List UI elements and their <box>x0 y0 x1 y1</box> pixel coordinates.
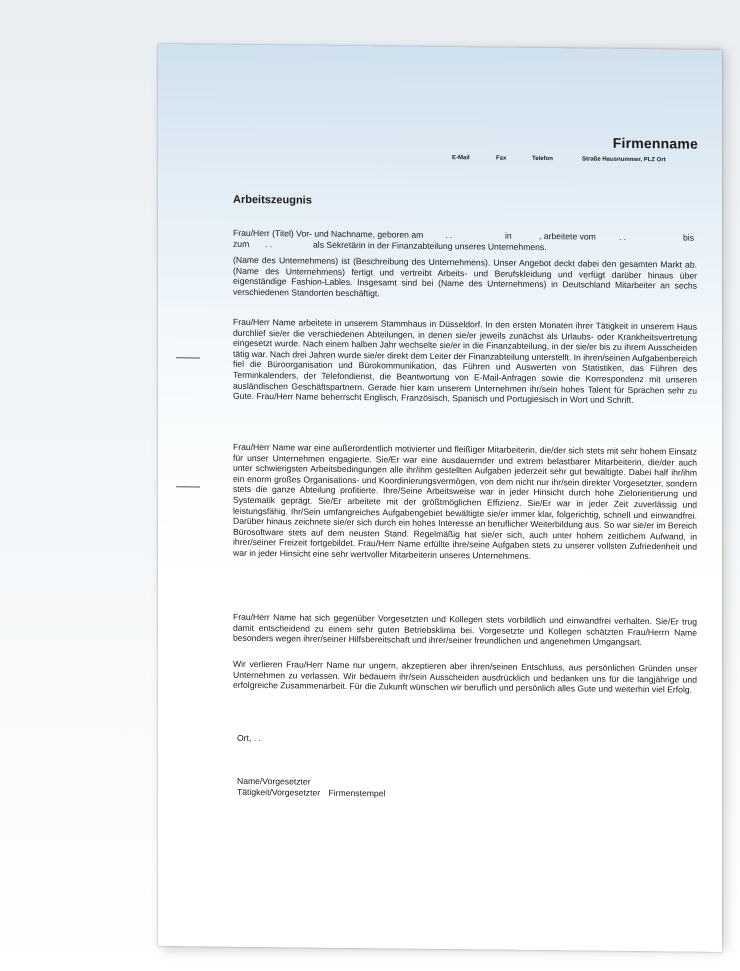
address: Straße Hausnummer, PLZ Ort <box>582 156 666 164</box>
company-name: Firmenname <box>612 134 698 152</box>
intro-text: Frau/Herr (Titel) Vor- und Nachname, geboren am <box>233 227 424 240</box>
punch-mark <box>176 486 200 487</box>
signature-role-row <box>237 786 391 798</box>
intro-paragraph <box>233 228 697 254</box>
conduct-paragraph: Frau/Herr Name hat sich gegenüber Vorgesetzten und Kollegen stets vorbildlich und einwandfrei verhalten. Sie/Er trug damit entscheidend zu einem sehr guten Betriebsklima bei. Vorgesetzte und Kollegen schätzten Frau/Herrn Name besonders wegen ihrer/seiner Hilfsbereitschaft und ihrer/seiner freundlichen und angenehmen Umgangsart. <box>233 611 697 648</box>
intro-text: als Sekretärin in der Finanzabteilung unseres Unternehmens. <box>313 239 547 252</box>
signature-block <box>237 776 391 799</box>
intro-text: zum <box>233 238 250 249</box>
duties-paragraph: Frau/Herr Name arbeitete in unserem Stammhaus in Düsseldorf. In den ersten Monaten ihrer Tätigkeit in unserem Haus durchlief sie/er die verschiedenen Abteilungen, in denen sie/er jeweils zunächst als Urlaubs- oder Krankheitsvertretung eingesetzt wurde. Nach einem halben Jahr wechselte sie/er in die Finanzabteilung, in der sie/er bis zu ihrem Ausscheiden tätig war. Nach drei Jahren wurde sie/er direkt dem Leiter der Finanzabteilung unterstellt. In ihren/seinen Aufgabenbereich fiel die Büroorganisation und Bürokommunikation, das Führen und Auswerten von Statistiken, das Führen des Terminkalenders, der Telefondienst, die Beantwortung von E-Mail-Anfragen sowie die Korrespondenz mit unseren ausländischen Geschäftspartnern. Gerade hier kam unserem Unternehmen ihr/sein hohes Talent für Sprachen sehr zu Gute. Frau/Herr Name beherrscht Englisch, Französisch, Spanisch und Portugiesisch in Wort und Schrift. <box>233 316 697 406</box>
date-placeholder: . . <box>619 231 627 242</box>
intro-text: in <box>505 230 512 241</box>
place-date: Ort, . . <box>237 732 261 744</box>
document-page <box>158 44 722 952</box>
phone-label: Telefon <box>532 155 553 163</box>
company-paragraph: (Name des Unternehmens) ist (Beschreibung des Unternehmens). Unser Angebot deckt dabei den gesamten Markt ab. (Name des Unternehmens) fertigt und vertreibt Arbeits- und Berufskleidung und verfügt darüber hinaus über eigenständige Fashion-Lables. Insgesamt sind bei (Name des Unternehmens) in Deutschland Mitarbeiter an sechs verschiedenen Standorten beschäftigt. <box>233 254 697 299</box>
closing-paragraph: Wir verlieren Frau/Herr Name nur ungern, akzeptieren aber ihren/seinen Entschluss, aus persönlichen Gründen unser Unternehmen zu verlassen. Wir bedauern ihr/sein Ausscheiden ausdrücklich und bedanken uns für die langjährige und erfolgreiche Zusammenarbeit. Für die Zukunft wünschen wir beruflich und persönlich alles Gute und weiterhin viel Erfolg. <box>233 658 697 695</box>
company-stamp-label: Firmenstempel <box>328 787 386 798</box>
intro-text: bis <box>683 232 694 243</box>
date-placeholder: . . <box>445 230 453 241</box>
fold-mark <box>176 357 200 358</box>
document-title: Arbeitszeugnis <box>233 193 312 207</box>
signature-name: Name/Vorgesetzter <box>237 775 311 787</box>
email-label: E-Mail <box>452 155 470 162</box>
performance-paragraph: Frau/Herr Name war eine außerordentlich motivierter und fleißiger Mitarbeiterin, die/der sich stets mit sehr hohem Einsatz für unser Unternehmen engagierte. Sie/Er war eine ausdauernder und extrem belastbarer Mitarbeiterin, die/der auch unter schwierigsten Arbeitsbedingungen alle ihr/ihm gestellten Aufgaben jederzeit sehr gut bewältigte. Dabei half ihr/ihm ein enorm großes Organisations- und Koordinierungsvermögen, von dem nicht nur ihr/sein direkter Vorgesetzter, sondern stets die ganze Abteilung profitierte. Ihre/Seine Arbeitsweise war in jeder Hinsicht durch hohe Zielorientierung und Systematik geprägt. Sie/Er arbeitete mit der größtmöglichen Effizienz. Sie/Er war in jeder Zeit zuverlässig und leistungsfähig. Ihr/Sein umfangreiches Aufgabengebiet bewältigte sie/er immer klar, folgerichtig, schnell und einwandfrei. Darüber hinaus zeichnete sie/er sich durch ein hohes Interesse an beruflicher Weiterbildung aus. So war sie/er im Bereich Bürosoftware stets auf dem neusten Stand. Regelmäßig hat sie/er sich, auch unter hohem zeitlichem Aufwand, in ihrer/seiner Freizeit fortgebildet. Frau/Herr Name erfüllte ihre/seine Aufgaben stets zu unserer vollsten Zufriedenheit und war in jeder Hinsicht eine sehr wertvoller Mitarbeiterin unseres Unternehmens. <box>233 441 697 561</box>
signature-role: Tätigkeit/Vorgesetzter <box>237 786 321 798</box>
letterhead <box>613 135 698 152</box>
intro-text: , arbeitete vom <box>539 230 596 242</box>
fax-label: Fax <box>496 155 507 162</box>
date-placeholder: . . <box>265 238 273 249</box>
